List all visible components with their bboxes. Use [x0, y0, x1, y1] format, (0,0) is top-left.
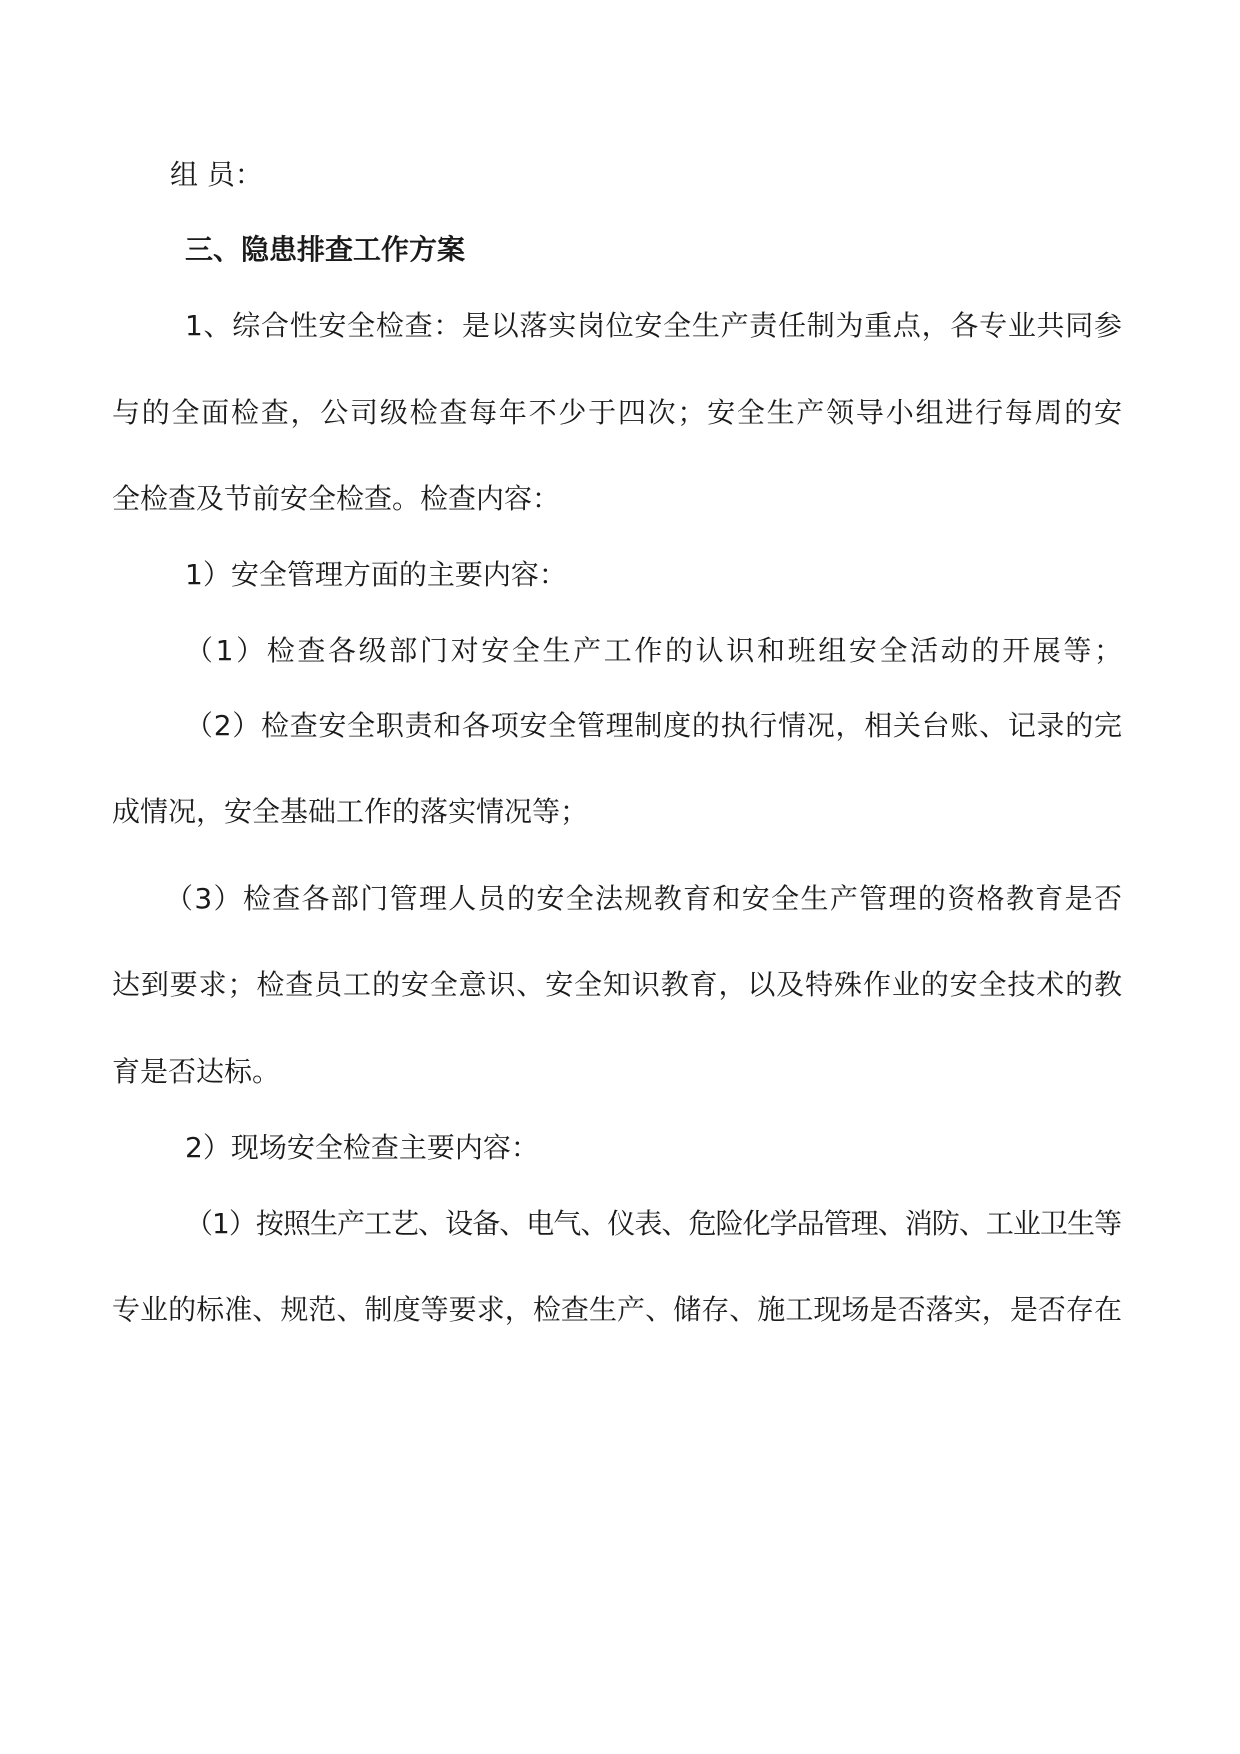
paragraph-line: 成情况，安全基础工作的落实情况等；	[112, 795, 589, 828]
paragraph-line: 全检查及节前安全检查。检查内容：	[112, 482, 561, 515]
list-item: （1）按照生产工艺、设备、电气、仪表、危险化学品管理、消防、工业卫生等	[185, 1207, 1122, 1240]
list-item: （3）检查各部门管理人员的安全法规教育和安全生产管理的资格教育是否	[165, 882, 1124, 915]
paragraph-line: 育是否达标。	[112, 1055, 281, 1088]
list-item: （1）检查各级部门对安全生产工作的认识和班组安全活动的开展等；	[185, 634, 1125, 667]
list-item: （2）检查安全职责和各项安全管理制度的执行情况，相关台账、记录的完	[185, 709, 1123, 742]
subsection-heading-site-inspection: 2）现场安全检查主要内容：	[185, 1131, 539, 1164]
section-heading-hazard-inspection-plan: 三、隐患排查工作方案	[185, 233, 466, 266]
paragraph-line: 与的全面检查，公司级检查每年不少于四次；安全生产领导小组进行每周的安	[112, 396, 1124, 429]
team-members-label: 组 员：	[170, 158, 263, 191]
paragraph-line: 1、综合性安全检查：是以落实岗位安全生产责任制为重点，各专业共同参	[185, 309, 1123, 342]
subsection-heading-management: 1）安全管理方面的主要内容：	[185, 558, 567, 591]
paragraph-line: 达到要求；检查员工的安全意识、安全知识教育，以及特殊作业的安全技术的教	[112, 968, 1123, 1001]
paragraph-line: 专业的标准、规范、制度等要求，检查生产、储存、施工现场是否落实，是否存在	[112, 1293, 1123, 1326]
